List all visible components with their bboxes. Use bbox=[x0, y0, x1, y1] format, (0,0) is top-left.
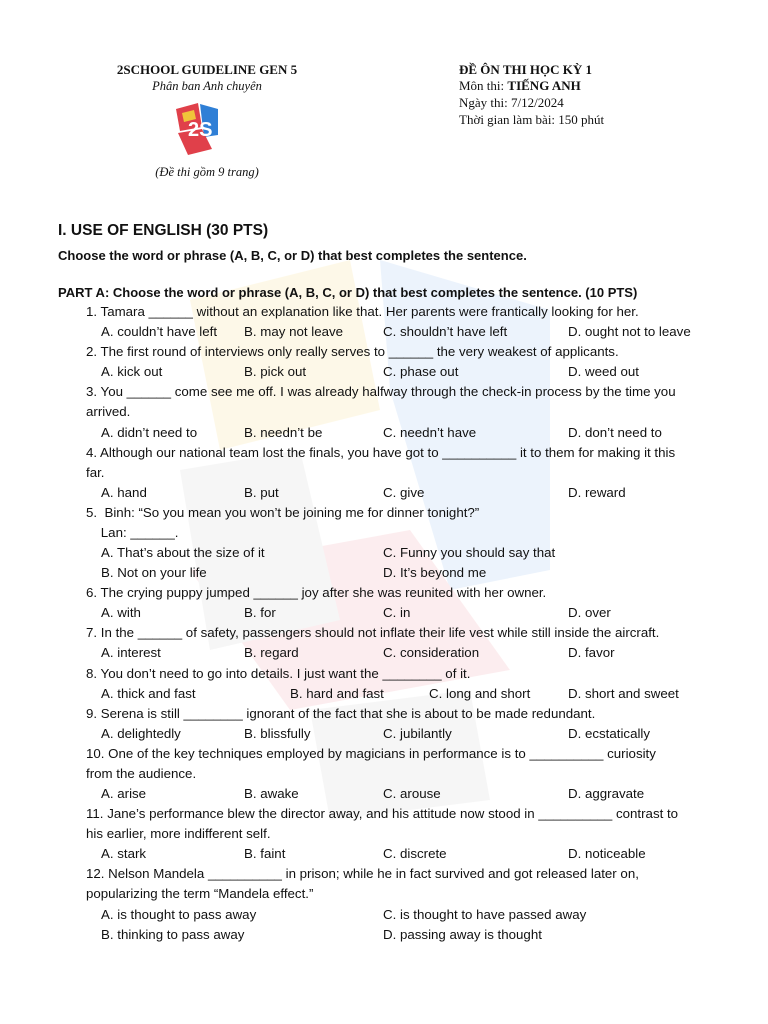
q4-option-a: A. hand bbox=[101, 485, 147, 500]
question-7: 7. In the ______ of safety, passengers should not inflate their life vest while still inside the aircraft. bbox=[86, 625, 660, 640]
q8-option-d: D. short and sweet bbox=[568, 686, 679, 701]
question-11: 11. Jane’s performance blew the director away, and his attitude now stood in __________ contrast to bbox=[86, 806, 679, 821]
pages-note: (Đề thi gồm 9 trang) bbox=[155, 165, 259, 179]
q3-option-d: D. don’t need to bbox=[568, 425, 662, 440]
q8-option-c: C. long and short bbox=[429, 686, 531, 701]
q10-option-a: A. arise bbox=[101, 786, 147, 801]
q7-option-a: A. interest bbox=[101, 645, 161, 660]
question-9: 9. Serena is still ________ ignorant of the fact that she is about to be made redundant. bbox=[86, 706, 596, 721]
question-6: 6. The crying puppy jumped ______ joy after she was reunited with her owner. bbox=[86, 585, 547, 600]
department: Phân ban Anh chuyên bbox=[152, 79, 262, 93]
subject: TIẾNG ANH bbox=[507, 78, 581, 93]
question-10: 10. One of the key techniques employed by magicians in performance is to __________ curiosity bbox=[86, 746, 656, 761]
q9-option-b: B. blissfully bbox=[244, 726, 311, 741]
section-instruction: Choose the word or phrase (A, B, C, or D) that best completes the sentence. bbox=[58, 248, 527, 263]
q1-option-d: D. ought not to leave bbox=[568, 324, 691, 339]
q10-option-b: B. awake bbox=[244, 786, 299, 801]
question-5-cont: Lan: ______. bbox=[86, 525, 179, 540]
question-12: 12. Nelson Mandela __________ in prison; while he in fact survived and got released later on, bbox=[86, 866, 639, 881]
q6-option-a: A. with bbox=[101, 605, 141, 620]
q6-option-b: B. for bbox=[244, 605, 276, 620]
q2-option-c: C. phase out bbox=[383, 364, 459, 379]
question-3: 3. You ______ come see me off. I was already halfway through the check-in process by the time you bbox=[86, 384, 676, 399]
q10-option-d: D. aggravate bbox=[568, 786, 645, 801]
question-10-cont: from the audience. bbox=[86, 766, 197, 781]
subject-line bbox=[459, 78, 581, 94]
q5-option-a: A. That’s about the size of it bbox=[101, 545, 265, 560]
q5-option-c: C. Funny you should say that bbox=[383, 545, 556, 560]
question-5: 5. Binh: “So you mean you won’t be joining me for dinner tonight?” bbox=[86, 505, 480, 520]
subject-label: Môn thi: bbox=[459, 78, 508, 93]
q2-option-a: A. kick out bbox=[101, 364, 163, 379]
q9-option-c: C. jubilantly bbox=[383, 726, 452, 741]
q9-option-d: D. ecstatically bbox=[568, 726, 651, 741]
q1-option-a: A. couldn’t have left bbox=[101, 324, 218, 339]
exam-title: ĐỀ ÔN THI HỌC KỲ 1 bbox=[459, 62, 593, 77]
q11-option-a: A. stark bbox=[101, 846, 147, 861]
section-title: I. USE OF ENGLISH (30 PTS) bbox=[58, 222, 269, 239]
q7-option-b: B. regard bbox=[244, 645, 299, 660]
question-3-cont: arrived. bbox=[86, 404, 131, 419]
question-8: 8. You don’t need to go into details. I just want the ________ of it. bbox=[86, 666, 471, 681]
q7-option-d: D. favor bbox=[568, 645, 615, 660]
q12-option-d: D. passing away is thought bbox=[383, 927, 542, 942]
q1-option-b: B. may not leave bbox=[244, 324, 344, 339]
school-name: 2SCHOOL GUIDELINE GEN 5 bbox=[116, 62, 298, 77]
q12-option-b: B. thinking to pass away bbox=[101, 927, 245, 942]
question-4-cont: far. bbox=[86, 465, 105, 480]
q11-option-b: B. faint bbox=[244, 846, 286, 861]
question-4: 4. Although our national team lost the finals, you have got to __________ it to them for making it this bbox=[86, 445, 676, 460]
q1-option-c: C. shouldn’t have left bbox=[383, 324, 508, 339]
part-a-instruction: PART A: Choose the word or phrase (A, B, C, or D) that best completes the sentence. (10 PTS) bbox=[58, 285, 638, 300]
q3-option-b: B. needn’t be bbox=[244, 425, 323, 440]
q11-option-c: C. discrete bbox=[383, 846, 447, 861]
q12-option-c: C. is thought to have passed away bbox=[383, 907, 587, 922]
q12-option-a: A. is thought to pass away bbox=[101, 907, 257, 922]
question-2: 2. The first round of interviews only really serves to ______ the very weakest of applicants. bbox=[86, 344, 619, 359]
q3-option-a: A. didn’t need to bbox=[101, 425, 198, 440]
svg-text:2S: 2S bbox=[188, 119, 213, 141]
q6-option-c: C. in bbox=[383, 605, 411, 620]
exam-date: Ngày thi: 7/12/2024 bbox=[459, 95, 564, 110]
q2-option-b: B. pick out bbox=[244, 364, 307, 379]
q3-option-c: C. needn’t have bbox=[383, 425, 477, 440]
q2-option-d: D. weed out bbox=[568, 364, 639, 379]
q4-option-b: B. put bbox=[244, 485, 279, 500]
q11-option-d: D. noticeable bbox=[568, 846, 646, 861]
question-1: 1. Tamara ______ without an explanation like that. Her parents were frantically looking for her. bbox=[86, 304, 639, 319]
q6-option-d: D. over bbox=[568, 605, 611, 620]
q8-option-a: A. thick and fast bbox=[101, 686, 196, 701]
question-12-cont: popularizing the term “Mandela effect.” bbox=[86, 886, 314, 901]
q4-option-c: C. give bbox=[383, 485, 425, 500]
q7-option-c: C. consideration bbox=[383, 645, 480, 660]
question-11-cont: his earlier, more indifferent self. bbox=[86, 826, 271, 841]
exam-duration: Thời gian làm bài: 150 phút bbox=[459, 112, 605, 127]
q8-option-b: B. hard and fast bbox=[290, 686, 384, 701]
q10-option-c: C. arouse bbox=[383, 786, 441, 801]
q5-option-d: D. It’s beyond me bbox=[383, 565, 487, 580]
school-logo bbox=[172, 101, 222, 157]
q4-option-d: D. reward bbox=[568, 485, 626, 500]
q5-option-b: B. Not on your life bbox=[101, 565, 207, 580]
q9-option-a: A. delightedly bbox=[101, 726, 181, 741]
